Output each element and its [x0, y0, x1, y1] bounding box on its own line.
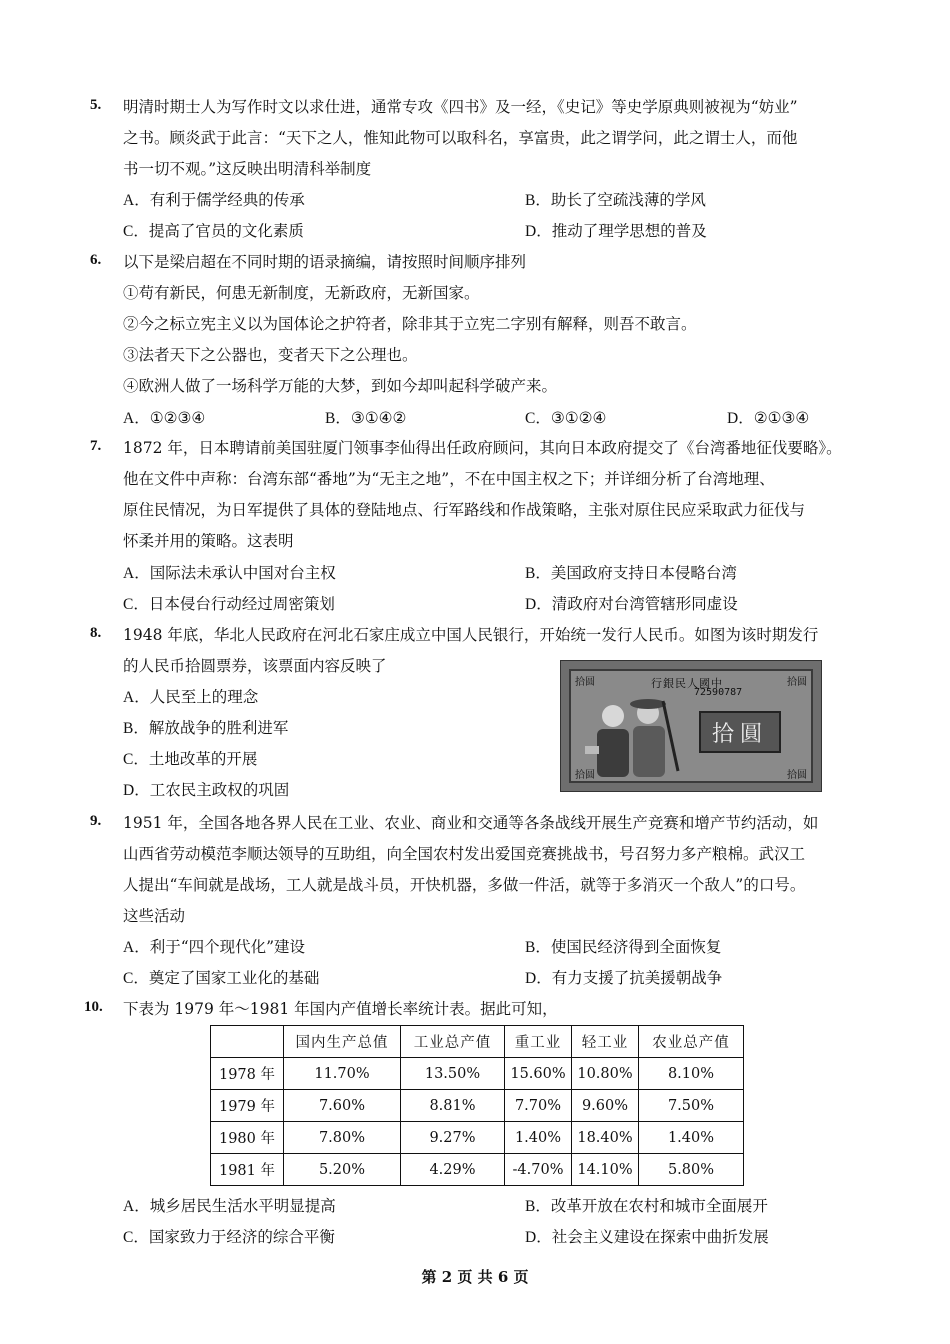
table-cell: 4.29%	[401, 1154, 505, 1186]
question-number: 5.	[90, 97, 102, 113]
option-a[interactable]: A．①②③④	[123, 409, 206, 427]
growth-rate-table	[210, 1025, 744, 1186]
table-cell: 1981 年	[211, 1154, 284, 1186]
table-cell: 5.20%	[284, 1154, 401, 1186]
option-c[interactable]: C．奠定了国家工业化的基础	[123, 969, 320, 987]
banknote-title: 行銀民人國中	[651, 677, 723, 690]
option-c[interactable]: C．土地改革的开展	[123, 750, 258, 768]
option-d[interactable]: D．社会主义建设在探索中曲折发展	[525, 1228, 769, 1246]
table-header-cell: 重工业	[505, 1026, 572, 1058]
option-c[interactable]: C．国家致力于经济的综合平衡	[123, 1228, 335, 1246]
table-cell: 7.60%	[284, 1090, 401, 1122]
table-cell: 7.80%	[284, 1122, 401, 1154]
option-a[interactable]: A．利于“四个现代化”建设	[123, 938, 306, 956]
quote-3: ③法者天下之公器也，变者天下之公理也。	[123, 346, 418, 364]
option-a[interactable]: A．城乡居民生活水平明显提高	[123, 1197, 336, 1215]
option-c[interactable]: C．日本侵台行动经过周密策划	[123, 595, 335, 613]
question-text-line: 下表为 1979 年～1981 年国内产值增长率统计表。据此可知，	[123, 1000, 558, 1018]
option-b[interactable]: B．改革开放在农村和城市全面展开	[525, 1197, 768, 1215]
table-row	[211, 1090, 744, 1122]
table-cell: 15.60%	[505, 1058, 572, 1090]
option-b[interactable]: B．使国民经济得到全面恢复	[525, 938, 722, 956]
option-b[interactable]: B．解放战争的胜利进军	[123, 719, 289, 737]
question-text-line: 以下是梁启超在不同时期的语录摘编，请按照时间顺序排列	[123, 253, 527, 271]
question-number: 6.	[90, 252, 102, 268]
option-b[interactable]: B．③①④②	[325, 409, 407, 427]
banknote-corner-text: 拾圆	[575, 677, 595, 688]
table-cell: 7.70%	[505, 1090, 572, 1122]
table-header-cell	[211, 1026, 284, 1058]
table-cell: 1978 年	[211, 1058, 284, 1090]
quote-2: ②今之标立宪主义以为国体论之护符者，除非其于立宪二字别有解释，则吾不敢言。	[123, 315, 697, 333]
table-row	[211, 1154, 744, 1186]
option-a[interactable]: A．国际法未承认中国对台主权	[123, 564, 336, 582]
table-row	[211, 1122, 744, 1154]
option-c[interactable]: C．提高了官员的文化素质	[123, 222, 304, 240]
banknote-image	[560, 660, 822, 792]
table-cell: 7.50%	[639, 1090, 744, 1122]
table-cell: 13.50%	[401, 1058, 505, 1090]
banknote-corner-text: 拾圆	[787, 677, 807, 688]
table-header-cell: 国内生产总值	[284, 1026, 401, 1058]
table-cell: 8.10%	[639, 1058, 744, 1090]
banknote-corner-text: 拾圆	[787, 770, 807, 781]
option-d[interactable]: D．推动了理学思想的普及	[525, 222, 707, 240]
question-text-line: 山西省劳动模范李顺达领导的互助组，向全国农村发出爱国竞赛挑战书，号召努力多产粮棉。武汉工	[123, 845, 806, 863]
question-text-line: 1948 年底，华北人民政府在河北石家庄成立中国人民银行，开始统一发行人民币。如图为该时期发行	[123, 626, 819, 644]
table-cell: 8.81%	[401, 1090, 505, 1122]
question-number: 9.	[90, 813, 102, 829]
banknote-corner-text: 拾圆	[575, 770, 595, 781]
question-text-line: 之书。顾炎武于此言：“天下之人，惟知此物可以取科名，享富贵，此之谓学问，此之谓士人，而他	[123, 129, 798, 147]
question-text-line: 1951 年，全国各地各界人民在工业、农业、商业和交通等各条战线开展生产竞赛和增产节约活动，如	[123, 814, 819, 832]
table-cell: 1.40%	[505, 1122, 572, 1154]
worker-farmer-figures	[583, 691, 683, 781]
table-header-row	[211, 1026, 744, 1058]
option-b[interactable]: B．助长了空疏浅薄的学风	[525, 191, 706, 209]
question-number: 10.	[84, 999, 103, 1015]
table-cell: 10.80%	[572, 1058, 639, 1090]
question-text-line: 书一切不观。”这反映出明清科举制度	[123, 160, 372, 178]
option-c[interactable]: C．③①②④	[525, 409, 607, 427]
table-row	[211, 1058, 744, 1090]
question-text-line: 怀柔并用的策略。这表明	[123, 532, 294, 550]
table-cell: 1979 年	[211, 1090, 284, 1122]
question-number: 8.	[90, 625, 102, 641]
banknote-serial: 72590787	[694, 687, 743, 698]
table-cell: 9.60%	[572, 1090, 639, 1122]
option-d[interactable]: D．清政府对台湾管辖形同虚设	[525, 595, 738, 613]
question-text-line: 明清时期士人为写作时文以求仕进，通常专攻《四书》及一经，《史记》等史学原典则被视为“妨业”	[123, 98, 798, 116]
table-cell: 1.40%	[639, 1122, 744, 1154]
table-cell: 11.70%	[284, 1058, 401, 1090]
question-number: 7.	[90, 438, 102, 454]
table-cell: 14.10%	[572, 1154, 639, 1186]
table-cell: 5.80%	[639, 1154, 744, 1186]
option-d[interactable]: D．工农民主政权的巩固	[123, 781, 290, 799]
table-cell: 18.40%	[572, 1122, 639, 1154]
option-d[interactable]: D．②①③④	[727, 409, 810, 427]
option-a[interactable]: A．人民至上的理念	[123, 688, 259, 706]
table-cell: -4.70%	[505, 1154, 572, 1186]
banknote-denomination: 拾圓	[699, 711, 781, 753]
table-header-cell: 轻工业	[572, 1026, 639, 1058]
table-cell: 9.27%	[401, 1122, 505, 1154]
table-header-cell: 工业总产值	[401, 1026, 505, 1058]
question-text-line: 1872 年，日本聘请前美国驻厦门领事李仙得出任政府顾问，其向日本政府提交了《台湾番地征伐要略》。	[123, 439, 842, 457]
question-text-line: 人提出“车间就是战场，工人就是战斗员，开快机器，多做一件活，就等于多消灭一个敌人”的口号。	[123, 876, 806, 894]
question-text-line: 他在文件中声称：台湾东部“番地”为“无主之地”，不在中国主权之下；并详细分析了台湾地理、	[123, 470, 775, 488]
option-b[interactable]: B．美国政府支持日本侵略台湾	[525, 564, 737, 582]
table-header-cell: 农业总产值	[639, 1026, 744, 1058]
question-text-line: 的人民币拾圆票券，该票面内容反映了	[123, 657, 387, 675]
table-cell: 1980 年	[211, 1122, 284, 1154]
option-a[interactable]: A．有利于儒学经典的传承	[123, 191, 305, 209]
quote-4: ④欧洲人做了一场科学万能的大梦，到如今却叫起科学破产来。	[123, 377, 558, 395]
question-text-line: 原住民情况，为日军提供了具体的登陆地点、行军路线和作战策略，主张对原住民应采取武力征伐与	[123, 501, 806, 519]
option-d[interactable]: D．有力支援了抗美援朝战争	[525, 969, 723, 987]
quote-1: ①苟有新民，何患无新制度，无新政府，无新国家。	[123, 284, 480, 302]
question-text-line: 这些活动	[123, 907, 186, 925]
page-footer: 第 2 页 共 6 页	[421, 1268, 529, 1286]
